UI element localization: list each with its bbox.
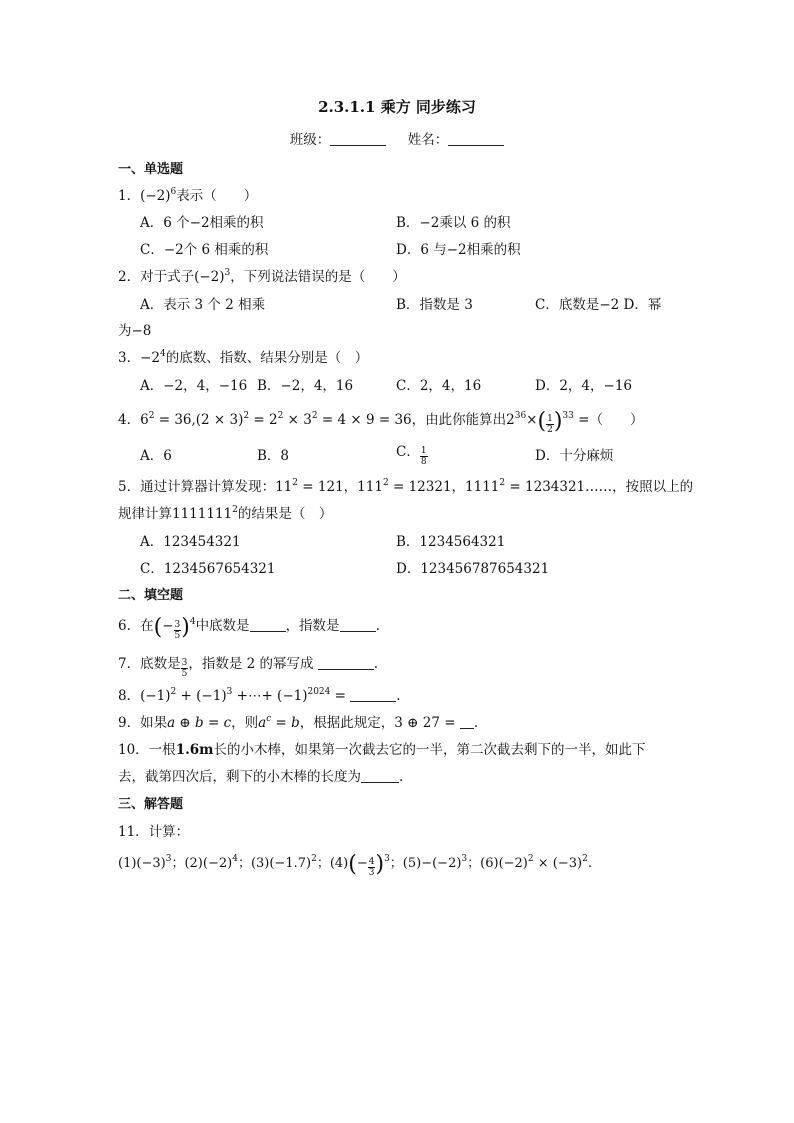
q4-text: = 36,(2 × 3) [154,412,244,428]
q9-base: a [258,715,267,731]
section-heading-fill-blank: 二、填空题 [118,588,184,603]
q5-option-c[interactable]: C．1234567654321 [140,561,276,577]
q4-c-num: 1 [420,446,427,456]
class-label: 班级： [289,132,331,148]
q4-option-c[interactable] [396,440,428,467]
q7-num: 3 [181,658,188,668]
q7-text: . [373,656,379,672]
q4-option-a[interactable]: A．6 [140,448,172,464]
q2-option-b[interactable]: B．指数是 3 [396,297,473,313]
q4-exp: 2 [148,411,155,421]
q7-blank[interactable] [318,655,374,670]
name-label: 姓名： [407,132,449,148]
q11-text: ；(2)(−2) [171,856,233,871]
q11-exp: 3 [384,854,390,864]
q9-expr: a ⊕ b = c [167,715,232,731]
q9-text: . [473,715,479,731]
q9-text: ，根据此规定，3 ⊕ 27 = [299,715,460,731]
q10-blank[interactable] [361,768,399,783]
question-10-line-1 [118,738,645,758]
q6-text: ，指数是 [285,618,340,634]
q4-left-paren: ( [537,409,547,434]
q4-option-b[interactable]: B．8 [257,448,290,464]
q11-exp: 3 [165,854,172,864]
q5-text: = 1234321……，按照以上的 [505,479,694,495]
q6-minus: − [162,618,174,634]
q11-text: × (−3) [533,856,583,871]
q1-number: 1． [118,188,141,204]
q6-right-paren: ) [181,615,190,640]
q6-den: 5 [174,631,181,641]
section-heading-single-choice: 一、单选题 [118,162,184,177]
question-1-stem [118,184,257,204]
q7-text: 7．底数是 [118,656,181,672]
page-title: 2.3.1.1 乘方 同步练习 [318,98,476,116]
q3-exponent: 4 [160,349,166,359]
q8-blank[interactable] [350,687,396,702]
q5-option-b[interactable]: B．1234564321 [396,534,506,550]
q8-text: = [330,688,351,704]
q2-option-c[interactable]: C．底数是−2 D．幂 [535,297,662,313]
question-7 [118,652,378,679]
q4-option-c-fraction [420,446,428,467]
q9-exp: c [266,714,272,724]
q5-text: 规律计算1111111 [118,506,233,522]
q6-exp: 4 [189,617,196,627]
q4-text: × 3 [283,412,312,428]
q6-text: 中底数是 [195,618,250,634]
q5-exp: 2 [232,505,238,515]
q4-times: × [526,412,538,428]
q4-option-c-label: C． [396,444,420,460]
q10-text: 10．一根 [118,742,176,758]
q11-text: (1)(−3) [118,856,166,871]
q11-text: ；(6)(−2) [467,856,528,871]
q5-exp: 2 [292,478,299,488]
question-9 [118,711,478,731]
q11-text: ；(3)(−1.7) [237,856,312,871]
q11-text: ；(5)−(−2) [389,856,462,871]
q11-exp: 2 [582,854,588,864]
q11-left-paren: ( [348,852,357,877]
q8-text: + (−1) [176,688,227,704]
q9-text: 9．如果 [118,715,168,731]
q3-stem-post: 的底数、指数、结果分别是（ ） [165,350,369,366]
q8-text: . [396,688,401,704]
question-11-stem: 11．计算： [118,824,190,840]
q5-option-d[interactable]: D．123456787654321 [396,561,550,577]
q8-text: 8．(−1) [118,688,171,704]
q4-frac-den: 2 [547,425,553,435]
q1-stem-text: 表示（ ） [176,188,258,204]
class-name-line [0,128,794,148]
q5-exp: 2 [499,478,506,488]
question-8 [118,684,401,704]
question-3-stem [118,346,368,366]
q1-option-d[interactable]: D．6 与−2相乘的积 [396,242,521,258]
q9-text: ，则 [231,715,259,731]
q5-text: 的结果是（ ） [237,506,333,522]
name-blank[interactable] [448,131,504,146]
q10-text: 去，截第四次后，剩下的小木棒的长度为 [118,769,361,785]
q4-exp: 2 [243,411,250,421]
q3-option-c[interactable]: C．2，4，16 [396,378,482,394]
q8-exp: 3 [226,687,233,697]
question-6 [118,614,380,641]
q4-text: = 2 [249,412,278,428]
q4-text: 4．6 [118,412,149,428]
q8-text: +⋯+ (−1) [232,688,308,704]
q3-stem-pre: 3．−2 [118,350,160,366]
q10-text: 长的小木棒，如果第一次截去它的一半，第二次截去剩下的一半，如此下 [213,742,646,758]
q2-option-a[interactable]: A．表示 3 个 2 相乘 [140,297,266,313]
question-4-stem [118,408,643,435]
q3-option-b[interactable]: B．−2，4，16 [257,378,354,394]
q2-exponent: 3 [224,268,231,278]
q11-text: ；(4) [316,856,349,871]
q11-exp: 2 [311,854,317,864]
q2-option-d-continuation: 为−8 [118,323,152,339]
q10-text: . [399,769,404,785]
q4-option-d[interactable]: D．十分麻烦 [535,448,614,464]
q4-exp: 36 [514,411,527,421]
q7-den: 5 [181,669,188,679]
q11-den: 3 [368,868,375,878]
q4-frac-num: 1 [547,414,553,424]
q11-exp: 3 [461,854,468,864]
q8-exp: 2024 [307,687,331,697]
q5-exp: 2 [382,478,389,488]
q4-right-paren: ) [553,409,563,434]
q11-minus: − [356,856,368,871]
q1-exponent: 6 [170,187,177,197]
q11-exp: 2 [527,854,534,864]
q6-blank-base[interactable] [250,617,286,632]
question-5-line-1 [118,475,693,495]
q4-exp: 2 [277,411,284,421]
q2-expression: (−2) [194,269,225,285]
q1-option-c[interactable]: C．−2个 6 相乘的积 [140,242,269,258]
q2-stem-post: ，下列说法错误的是（ ） [230,269,406,285]
q9-expr: = b [271,715,300,731]
q6-text: . [375,618,380,634]
q6-text: 6．在 [118,618,154,634]
q6-left-paren: ( [153,615,163,640]
q8-exp: 2 [170,687,177,697]
q11-right-paren: ) [375,852,385,877]
q2-stem-pre: 2．对于式子 [118,269,195,285]
q6-blank-exponent[interactable] [340,617,376,632]
question-10-line-2 [118,765,403,785]
q3-option-a[interactable]: A．−2，4，−16 [140,378,248,394]
q11-num: 4 [368,857,375,867]
q5-text: = 121，111 [298,479,383,495]
q1-option-a[interactable]: A．6 个−2相乘的积 [140,215,264,231]
q5-text: 5．通过计算器计算发现：11 [118,479,293,495]
class-blank[interactable] [330,131,386,146]
q5-option-a[interactable]: A．123454321 [140,534,241,550]
question-2-stem [118,265,406,285]
q4-c-den: 8 [420,457,427,467]
q1-option-b[interactable]: B．−2乘以 6 的积 [396,215,511,231]
q11-text: . [587,856,592,871]
q11-exp: 4 [232,854,238,864]
q3-option-d[interactable]: D．2，4，−16 [535,378,632,394]
q7-text: ，指数是 2 的幂写成 [188,656,318,672]
section-heading-answer: 三、解答题 [118,797,184,812]
q1-expression: (−2) [140,188,171,204]
q4-text: =（ ） [573,412,644,428]
question-5-line-2 [118,502,332,522]
q4-fraction [546,414,554,435]
q5-text: = 12321，1111 [388,479,500,495]
q4-exp: 33 [562,411,574,421]
q6-num: 3 [174,620,181,630]
q4-exp: 2 [311,411,318,421]
q10-length: 1.6m [175,742,214,758]
q4-text: = 4 × 9 = 36，由此你能算出2 [317,412,515,428]
q9-blank[interactable] [460,714,474,729]
question-11-parts [118,852,592,878]
